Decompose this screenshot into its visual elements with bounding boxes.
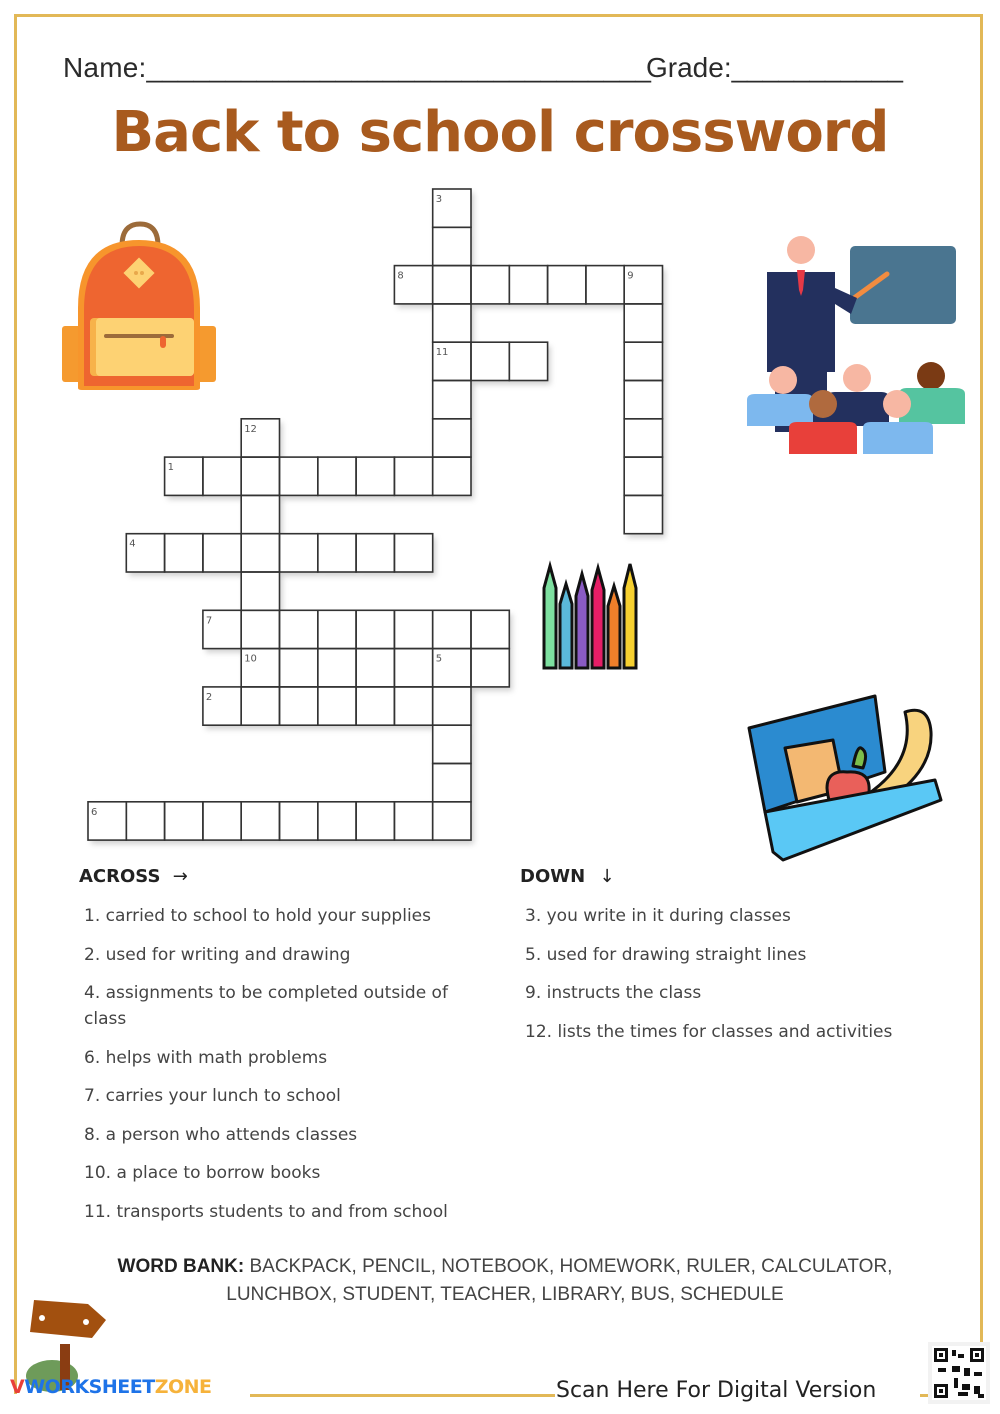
clue-number: 9: [627, 270, 634, 282]
clue-number: 1: [167, 462, 174, 474]
clue-number: 5: [435, 653, 443, 665]
down-heading-label: DOWN: [520, 866, 586, 887]
clue-number: 8: [397, 270, 404, 282]
name-label: Name:________________________________: [63, 52, 652, 83]
clue-number: 3: [435, 194, 443, 205]
arrow-right-icon: →: [172, 866, 188, 887]
clue-number: 4: [129, 538, 136, 550]
clue-number: 11: [435, 347, 449, 359]
scan-instruction: Scan Here For Digital Version: [556, 1378, 877, 1403]
logo-text-2: ZONE: [154, 1376, 212, 1398]
down-heading: [520, 866, 615, 887]
clue-across-2: 2. used for writing and drawing: [84, 944, 351, 965]
word-bank-label: WORD BANK:: [117, 1256, 245, 1277]
arrow-down-icon: ↓: [599, 866, 615, 887]
clue-down-5: 5. used for drawing straight lines: [525, 944, 807, 965]
page-title: Back to school crossword: [111, 100, 889, 165]
clue-down-3: 3. you write in it during classes: [525, 906, 791, 926]
clue-across-6: 6. helps with math problems: [84, 1047, 328, 1068]
clue-across-10: 10. a place to borrow books: [84, 1163, 321, 1183]
grade-field[interactable]: Grade:___________: [646, 52, 903, 83]
logo-w-icon: V: [10, 1376, 25, 1398]
clue-number: 7: [205, 615, 213, 627]
clue-down-12: 12. lists the times for classes and activities: [525, 1021, 893, 1042]
across-heading-label: ACROSS: [79, 866, 161, 887]
qr-code-icon[interactable]: [928, 1342, 990, 1404]
logo-text-1: WORKSHEET: [24, 1376, 155, 1398]
word-bank-words: BACKPACK, PENCIL, NOTEBOOK, HOMEWORK, RULER, CALCULATOR, LUNCHBOX, STUDENT, TEACHER, LIBRARY, BUS, SCHEDULE: [226, 1256, 893, 1305]
clue-number: 12: [244, 423, 257, 435]
across-clue-list: [84, 903, 484, 1237]
worksheetzone-logo[interactable]: [10, 1376, 212, 1398]
clue-number: 2: [205, 691, 213, 703]
clue-across-4: 4. assignments to be completed outside of class: [84, 983, 448, 1029]
down-clue-list: [525, 903, 945, 1057]
clue-number: 6: [91, 806, 98, 818]
clue-number: 10: [244, 653, 257, 665]
clue-across-8: 8. a person who attends classes: [84, 1124, 358, 1145]
clue-across-1: 1. carried to school to hold your supplies: [84, 906, 431, 926]
word-bank: [90, 1253, 920, 1309]
border-bottom-segment: [250, 1394, 555, 1397]
across-heading: [79, 866, 188, 887]
clue-down-9: 9. instructs the class: [525, 983, 702, 1003]
clue-across-7: 7. carries your lunch to school: [84, 1086, 341, 1106]
clue-across-11: 11. transports students to and from school: [84, 1201, 448, 1222]
